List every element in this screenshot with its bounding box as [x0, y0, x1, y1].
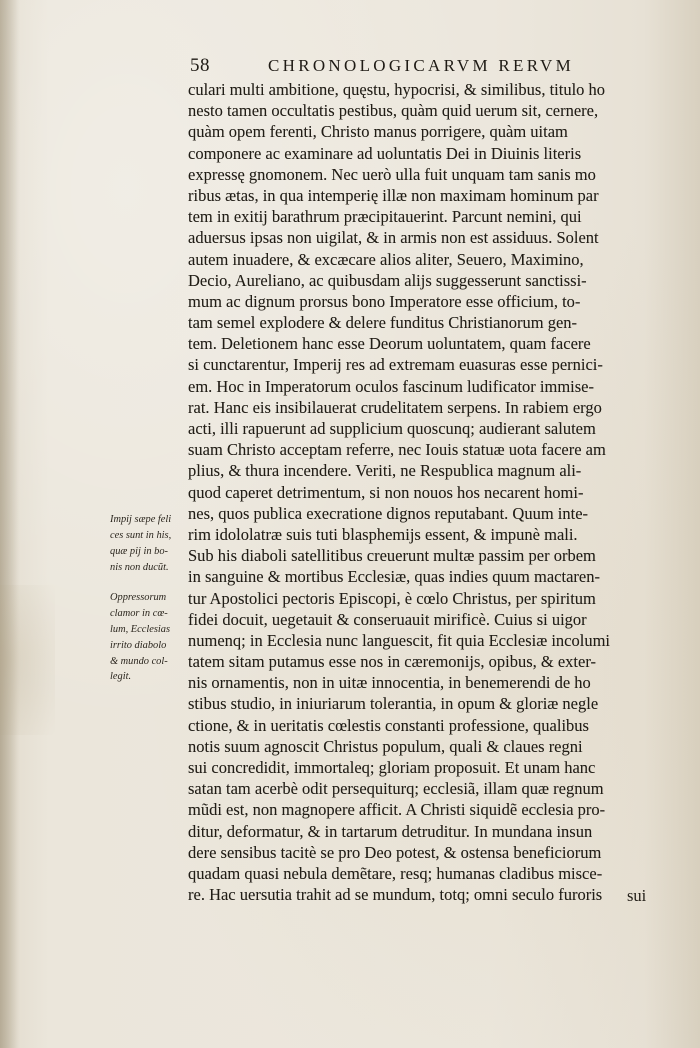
text-line: Decio, Aureliano, ac quibusdam alijs suggesserunt sanctissi-	[188, 270, 587, 290]
text-line: sui concredidit, immortaleq; gloriam proposuit. Et unam hanc	[188, 758, 596, 777]
text-line: dere sensibus tacitè se pro Deo potest, & ostensa beneficiorum	[188, 842, 602, 862]
text-line: stibus studio, in iniuriarum tolerantia, in opum & gloriæ negle	[188, 694, 599, 714]
marginal-note-line: & mundo col-	[110, 655, 168, 667]
text-line: mũdi est, non magnopere afficit. A Christi siquidẽ ecclesia pro-	[188, 800, 606, 820]
text-line: nes, quos publica execratione dignos reputabant. Quum inte-	[188, 503, 589, 523]
text-line: culari multi ambitione, quęstu, hypocrisi, & similibus, titulo ho	[188, 80, 606, 99]
page-header	[190, 55, 650, 79]
text-line: fidei docuit, uegetauit & conseruauit mirificè. Cuius si uigor	[188, 609, 587, 629]
marginal-note-line: quæ pij in bo-	[110, 545, 169, 557]
page-number: 58	[190, 55, 210, 76]
text-line: quod caperet detrimentum, si non nouos hos necarent homi-	[188, 482, 584, 502]
marginal-note-line: Oppressorum	[110, 592, 167, 603]
text-line: ditur, deformatur, & in tartarum detruditur. In mundana insun	[188, 821, 593, 841]
running-head: CHRONOLOGICARVM RERVM	[268, 56, 575, 75]
marginal-note-line: Impij sæpe feli	[110, 514, 172, 525]
text-line: tur Apostolici pectoris Episcopi, è cœlo Christus, per spiritum	[188, 588, 596, 608]
text-line: componere ac examinare ad uoluntatis Dei in Diuinis literis	[188, 143, 582, 163]
text-line: tem in exitij barathrum præcipitauerint. Parcunt nemini, qui	[188, 207, 582, 227]
text-line: rim idololatræ suis tuti blasphemijs essent, & impunè mali.	[188, 524, 578, 544]
marginal-note-line: legit.	[110, 671, 132, 683]
text-line: tem. Deletionem hanc esse Deorum uoluntatem, quam facere	[188, 334, 591, 354]
marginal-note-line: nis non ducũt.	[110, 561, 169, 573]
text-line: mum ac dignum prorsus bono Imperatore esse officium, to-	[188, 291, 581, 311]
catchword: sui	[627, 886, 647, 905]
text-line: plius, & thura incendere. Veriti, ne Respublica magnum ali-	[188, 461, 582, 481]
text-line: rat. Hanc eis insibilauerat crudelitatem serpens. In rabiem ergo	[188, 397, 602, 417]
text-line: in sanguine & mortibus Ecclesiæ, quas indies quum mactaren-	[188, 567, 600, 587]
paper-stain	[0, 585, 55, 735]
marginal-note	[110, 512, 184, 576]
marginal-note-line: clamor in cœ-	[110, 607, 168, 619]
text-line: aduersus ipsas non uigilat, & in armis non est assiduus. Solent	[188, 228, 599, 248]
text-line: numenq; in Ecclesia nunc languescit, fit quia Ecclesiæ incolumi	[188, 630, 611, 650]
text-line: nesto tamen occultatis pestibus, quàm quid uerum sit, cernere,	[188, 101, 599, 121]
text-line: em. Hoc in Imperatorum oculos fascinum ludificator immise-	[188, 376, 594, 396]
text-line: tatem sitam putamus esse nos in cæremonijs, opibus, & exter-	[188, 652, 596, 672]
text-line: re. Hac uersutia trahit ad se mundum, totq; omni seculo furoris	[188, 885, 603, 905]
marginal-note	[110, 590, 184, 685]
body-text	[188, 79, 658, 905]
marginal-note-line: ces sunt in his,	[110, 529, 172, 541]
text-line: satan tam acerbè odit persequiturq; ecclesiã, illam quæ regnum	[188, 779, 604, 799]
text-line: Sub his diaboli satellitibus creuerunt multæ passim per orbem	[188, 546, 596, 566]
text-line: notis suum agnoscit Christus populum, quali & claues regni	[188, 736, 583, 756]
marginal-note-line: irrito diabolo	[110, 639, 167, 651]
text-line: quàm opem ferenti, Christo manus porrigere, quàm uitam	[188, 122, 568, 142]
marginal-note-line: lum, Ecclesias	[110, 623, 171, 635]
text-line: expressę gnomonem. Nec uerò ulla fuit unquam tam sanis mo	[188, 164, 596, 184]
text-line: ctione, & in ueritatis cœlestis constanti professione, qualibus	[188, 715, 589, 735]
text-line: autem inuadere, & excæcare alios aliter, Seuero, Maximino,	[188, 249, 584, 269]
text-line: quadam quasi nebula demẽtare, resq; humanas cladibus misce-	[188, 863, 603, 883]
text-line: acti, illi rapuerunt ad supplicium quoscunq; audierant salutem	[188, 419, 596, 438]
gutter-shadow	[0, 0, 20, 1048]
text-line: nis ornamentis, non in uitæ innocentia, in benemerendi de ho	[188, 673, 591, 693]
text-line: tam semel explodere & delere funditus Christianorum gen-	[188, 313, 578, 333]
text-line: suam Christo acceptam referre, nec Iouis statuæ uota facere am	[188, 440, 606, 460]
text-line: ribus ætas, in qua intemperię illæ non maximam hominum par	[188, 185, 599, 205]
text-line: si cunctarentur, Imperij res ad extremam euasuras esse pernici-	[188, 355, 603, 375]
